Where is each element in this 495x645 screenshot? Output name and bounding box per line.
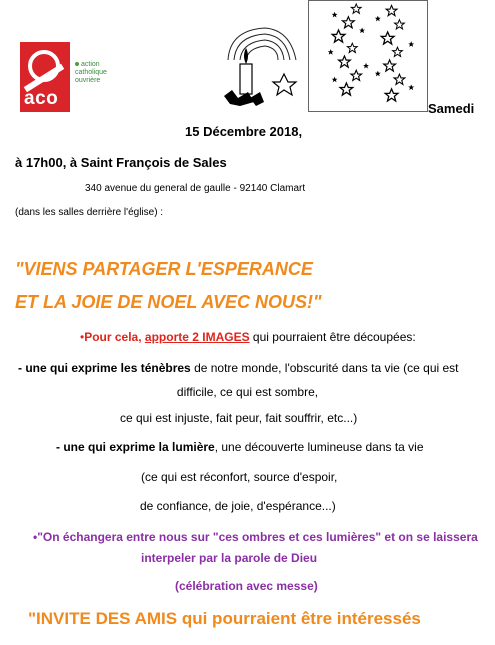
bring-images-line <box>80 330 416 344</box>
logo-mark <box>20 42 70 112</box>
invite-line: "INVITE DES AMIS qui pourraient être intéressés <box>28 609 421 628</box>
item-darkness-line-1: - une qui exprime les ténèbres de notre monde, l'obscurité dans ta vie (ce qui est <box>18 361 459 375</box>
logo-text: aco <box>24 88 59 109</box>
date-day: Samedi <box>428 101 475 116</box>
bullet: • <box>80 330 85 344</box>
item-light-line-2: (ce qui est réconfort, source d'espoir, <box>141 470 338 484</box>
bring-action: apporte 2 IMAGES <box>144 330 250 344</box>
headline-line-2: ET LA JOIE DE NOEL AVEC NOUS!" <box>15 292 322 312</box>
headline-line-1: "VIENS PARTAGER L'ESPERANCE <box>15 259 313 279</box>
item-light-line-3: de confiance, de joie, d'espérance...) <box>140 499 336 513</box>
item-light-prefix: - une qui exprime la lumière <box>56 440 215 454</box>
aco-logo <box>20 42 107 112</box>
item-darkness-line-3: ce qui est injuste, fait peur, fait souffrir, etc...) <box>120 411 358 425</box>
item-darkness-line-2: difficile, ce qui est sombre, <box>176 385 319 399</box>
date-line: 15 Décembre 2018, <box>185 124 303 139</box>
item-light-line-1: - une qui exprime la lumière, une découverte lumineuse dans ta vie <box>56 440 424 454</box>
share-line-3: (célébration avec messe) <box>175 579 318 593</box>
share-line-1: •"On échangera entre nous sur "ces ombres et ces lumières" et on se laissera <box>33 530 478 544</box>
candle-illustration <box>220 20 302 112</box>
bring-lead: Pour cela, <box>84 330 145 344</box>
share-line-2: interpeler par la parole de Dieu <box>141 551 318 565</box>
address: 340 avenue du general de gaulle - 92140 Clamart <box>85 183 306 194</box>
stars-decoration <box>308 0 428 112</box>
rooms-note: (dans les salles derrière l'église) : <box>15 207 164 218</box>
time-place: à 17h00, à Saint François de Sales <box>15 155 227 170</box>
bring-rest: qui pourraient être découpées: <box>249 330 416 344</box>
item-darkness-prefix: - une qui exprime les ténèbres <box>18 361 191 375</box>
logo-subtitle: action catholique ouvrière <box>75 61 107 84</box>
